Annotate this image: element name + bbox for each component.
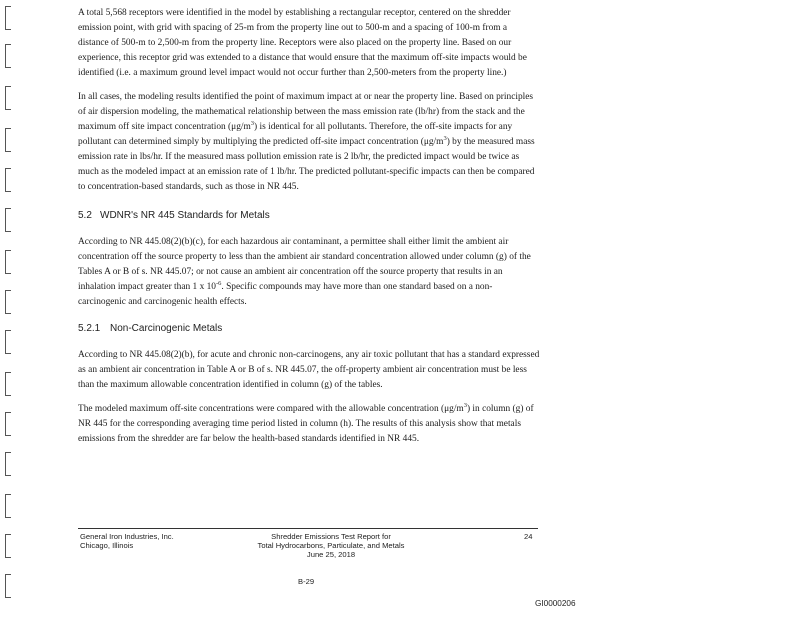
- binding-bracket: [5, 6, 11, 30]
- binding-bracket: [5, 372, 11, 396]
- section-heading-5-2-1: [78, 322, 540, 336]
- binding-bracket: [5, 208, 11, 232]
- paragraph-text: According to NR 445.08(2)(b)(c), for each hazardous air contaminant, a permittee shall either limit the ambient air concentration off the source property to less than the ambient air standard concentration allowed under column (g) of the Tables A or B of s. NR 445.07; or not cause an ambient air concentration off the source property that results in an inhalation impact greater than 1 x 10: [78, 237, 531, 292]
- paragraph-text: . Specific compounds may have more than one standard based on a non-carcinogenic and carcinogenic health effects.: [78, 282, 493, 307]
- paragraph-text: ) by the measured mass emission rate in lbs/hr. If the measured mass pollution emission rate is 2 lb/hr, the predicted impact would be twice as much as the modeled impact at an emission rate of 1 lb/hr. The predicted pollutant-specific impacts can then be compared to concentration-based standards, such as those in NR 445.: [78, 137, 535, 192]
- binding-bracket: [5, 412, 11, 436]
- section-number: 5.2.1: [78, 323, 101, 334]
- binding-bracket: [5, 250, 11, 274]
- binding-bracket: [5, 494, 11, 518]
- binding-bracket: [5, 168, 11, 192]
- company-name: General Iron Industries, Inc.: [80, 532, 174, 541]
- binding-bracket: [5, 86, 11, 110]
- footer-report-title: [226, 532, 436, 559]
- binding-bracket: [5, 44, 11, 68]
- binding-bracket: [5, 574, 11, 598]
- section-title: Non-Carcinogenic Metals: [110, 323, 223, 334]
- page-body: [78, 6, 540, 447]
- paragraph-text: ) in column (g) of NR 445 for the corresponding averaging time period listed in column (h). The results of this analysis show that metals emissions from the shredder are far below the health-based standards identified in NR 445.: [78, 404, 534, 444]
- report-date: June 25, 2018: [306, 550, 356, 559]
- paragraph-nr445-compliance: [78, 235, 540, 310]
- binding-bracket: [5, 330, 11, 354]
- footer-company: [80, 532, 174, 550]
- binding-bracket: [5, 290, 11, 314]
- section-title: WDNR's NR 445 Standards for Metals: [100, 210, 270, 221]
- binding-bracket: [5, 534, 11, 558]
- page-number: 24: [524, 532, 533, 541]
- superscript: -6: [215, 279, 222, 287]
- paragraph-receptor-grid: A total 5,568 receptors were identified in the model by establishing a rectangular receptor, centered on the shredder emission point, with grid with spacing of 25-m from the property line out to 500-m and a spacing of 100-m from a distance of 500-m to 2,500-m from the property line. Receptors were also placed on the property line. Based on our experience, this receptor grid was extended to a distance that would ensure that the maximum off-site impacts would be identified (i.e. a maximum ground level impact would not occur further than 2,500-meters from the property line.): [78, 8, 527, 78]
- superscript: 3: [463, 401, 467, 409]
- paragraph-text: The modeled maximum off-site concentrations were compared with the allowable concentration (μg/m: [78, 404, 464, 414]
- paragraph-text: In all cases, the modeling results identified the point of maximum impact at or near the property line. Based on principles of air dispersion modeling, the mathematical relationship between the mass emission rate (lb/hr) from the stack and the maximum off site impact concentration (μg/m: [78, 92, 534, 132]
- paragraph-non-carcinogens: According to NR 445.08(2)(b), for acute and chronic non-carcinogens, any air toxic pollutant that has a standard expressed as an ambient air concentration in Table A or B of s. NR 445.07, the off-property ambient air concentration must be less than the maximum allowable concentration identified in column (g) of the tables.: [78, 350, 540, 390]
- report-title-line: Total Hydrocarbons, Particulate, and Metals: [257, 541, 405, 550]
- paragraph-text: ) is identical for all pollutants. Therefore, the off-site impacts for any pollutant can determined simply by multiplying the predicted off-site impact concentration (μg/m: [78, 122, 513, 147]
- binding-bracket: [5, 128, 11, 152]
- binding-bracket: [5, 452, 11, 476]
- superscript: 3: [443, 134, 447, 142]
- section-heading-5-2: [78, 209, 540, 223]
- appendix-page-number: B-29: [298, 577, 315, 586]
- superscript: 3: [250, 119, 255, 127]
- paragraph-modeling-results: [78, 90, 540, 195]
- bates-number: GI0000206: [535, 599, 576, 608]
- footer-rule: [78, 528, 538, 529]
- company-city: Chicago, Illinois: [80, 541, 134, 550]
- report-title-line: Shredder Emissions Test Report for: [271, 532, 391, 541]
- section-number: 5.2: [78, 210, 92, 221]
- binding-brackets: [5, 0, 19, 618]
- paragraph-modeled-concentrations: [78, 402, 540, 447]
